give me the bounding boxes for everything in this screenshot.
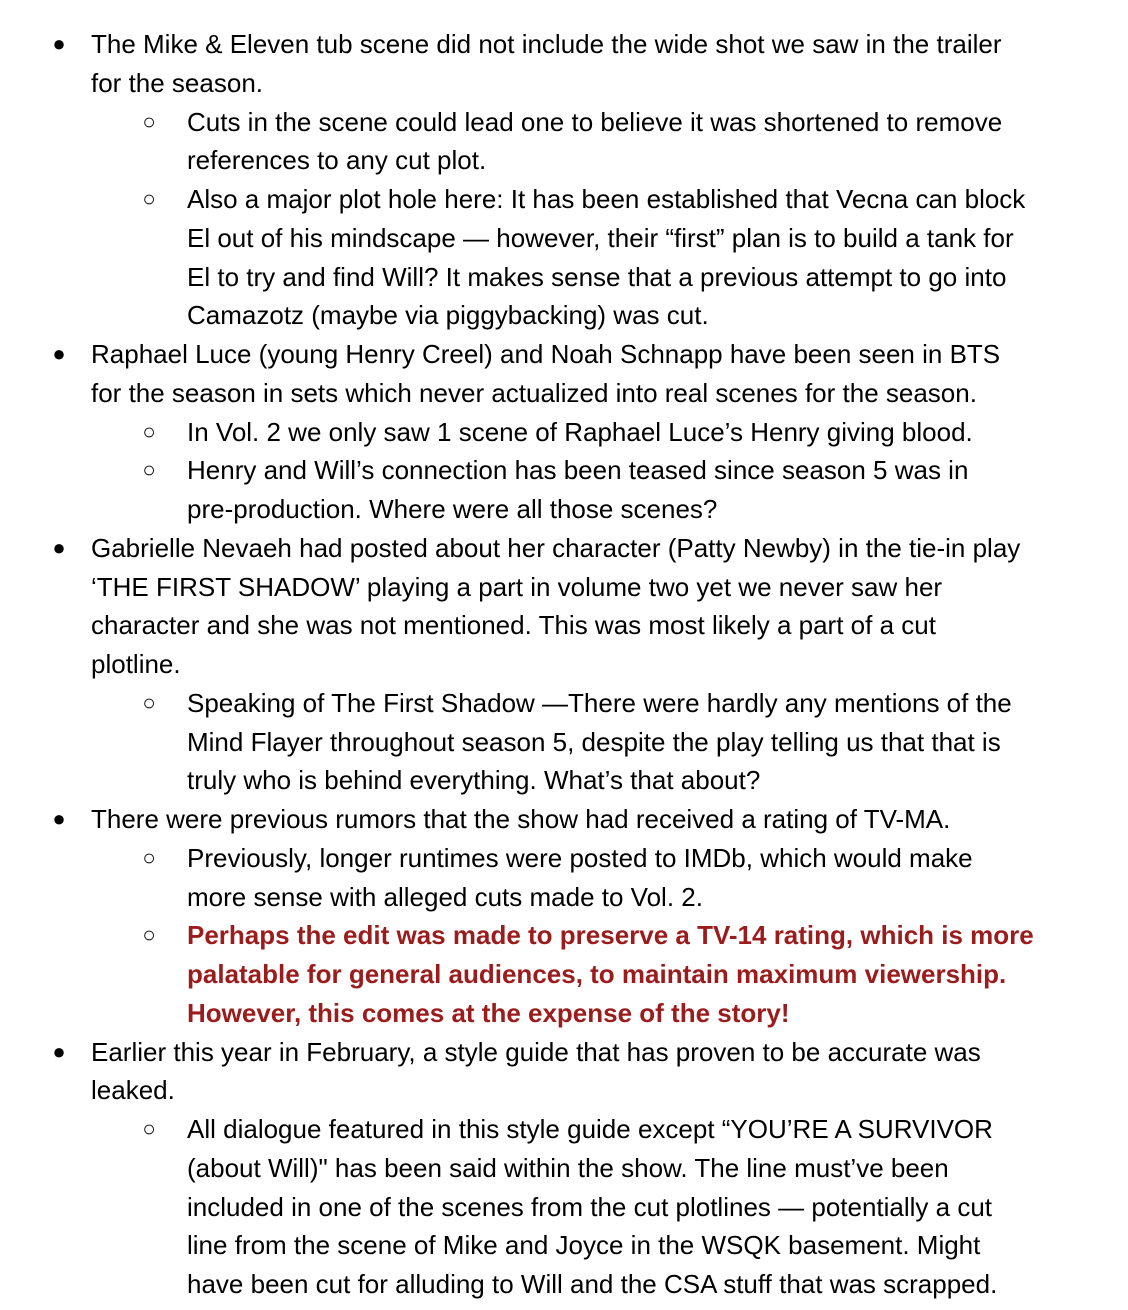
sub-list-item-continuation [0, 141, 1128, 180]
sub-list-item-continuation [0, 1149, 1128, 1188]
sub-list-item-text: included in one of the scenes from the cut plotlines — potentially a cut [187, 1191, 993, 1222]
bullet-marker: ● [52, 1038, 66, 1064]
sub-list-item-text: Speaking of The First Shadow —There were hardly any mentions of the [187, 687, 1012, 718]
sub-list-item-continuation [0, 1188, 1128, 1227]
sub-bullet-marker: ○ [142, 418, 156, 444]
sub-list-item-continuation [0, 1226, 1128, 1265]
sub-list-item-continuation [0, 1265, 1128, 1304]
list-item [0, 529, 1128, 568]
list-item-text: Raphael Luce (young Henry Creel) and Noah Schnapp have been seen in BTS [91, 339, 1001, 369]
sub-list-item-text: El to try and find Will? It makes sense that a previous attempt to go into [187, 261, 1007, 292]
list-item-continuation [0, 606, 1128, 645]
sub-list-item-continuation [0, 490, 1128, 529]
sub-list-item [0, 103, 1128, 142]
sub-list-item-text: Henry and Will’s connection has been teased since season 5 was in [187, 455, 969, 486]
list-item-continuation [0, 374, 1128, 413]
sub-list-item-text: Mind Flayer throughout season 5, despite the play telling us that that is [187, 726, 1001, 757]
sub-bullet-marker: ○ [142, 457, 156, 483]
sub-bullet-marker: ○ [142, 844, 156, 870]
sub-list-item-text: Previously, longer runtimes were posted to IMDb, which would make [187, 842, 973, 873]
list-item-text: plotline. [91, 649, 181, 679]
list-item [0, 1033, 1128, 1072]
sub-list-item-text: Also a major plot hole here: It has been established that Vecna can block [187, 184, 1026, 214]
list-item [0, 800, 1128, 839]
sub-list-item-continuation [0, 219, 1128, 258]
bullet-marker: ● [52, 806, 66, 831]
sub-list-item-text: references to any cut plot. [187, 145, 487, 176]
list-item-text: Gabrielle Nevaeh had posted about her character (Patty Newby) in the tie-in play [91, 532, 1021, 563]
sub-list-item-text: pre-production. Where were all those scenes? [187, 494, 718, 524]
sub-list-item-continuation [0, 258, 1128, 297]
sub-list-item-continuation [0, 955, 1128, 994]
document-body [0, 25, 1128, 1304]
sub-list-item-text: In Vol. 2 we only saw 1 scene of Raphael Luce’s Henry giving blood. [187, 416, 973, 447]
list-item [0, 335, 1128, 374]
sub-list-item-continuation [0, 878, 1128, 917]
sub-list-item [0, 451, 1128, 490]
list-item-text: character and she was not mentioned. This was most likely a part of a cut [91, 610, 936, 641]
sub-list-item-continuation [0, 761, 1128, 800]
list-item-text: Earlier this year in February, a style guide that has proven to be accurate was [91, 1036, 981, 1067]
sub-list-item [0, 413, 1128, 452]
sub-list-item-text: Cuts in the scene could lead one to believe it was shortened to remove [187, 106, 1003, 137]
sub-bullet-marker: ○ [142, 1116, 156, 1141]
bullet-marker: ● [52, 341, 66, 366]
bullet-marker: ● [52, 534, 66, 560]
list-item-text: There were previous rumors that the show had received a rating of TV-MA. [91, 804, 951, 834]
sub-list-item-text: (about Will)" has been said within the show. The line must’ve been [187, 1152, 949, 1183]
list-item-continuation [0, 64, 1128, 103]
highlighted-sub-list-item-text: However, this comes at the expense of the story! [187, 997, 790, 1028]
sub-list-item-text: truly who is behind everything. What’s that about? [187, 765, 761, 796]
sub-bullet-marker: ○ [142, 922, 156, 948]
sub-list-item-text: Camazotz (maybe via piggybacking) was cut. [187, 300, 709, 331]
list-item-text: for the season in sets which never actualized into real scenes for the season. [91, 377, 977, 408]
sub-list-item-text: more sense with alleged cuts made to Vol. 2. [187, 881, 703, 912]
sub-list-item-text: line from the scene of Mike and Joyce in the WSQK basement. Might [187, 1230, 981, 1261]
highlighted-sub-list-item-text: palatable for general audiences, to maintain maximum viewership. [187, 959, 1007, 989]
list-item-text: ‘THE FIRST SHADOW’ playing a part in volume two yet we never saw her [91, 571, 943, 602]
sub-bullet-marker: ○ [142, 186, 156, 211]
sub-list-item-text: All dialogue featured in this style guide except “YOU’RE A SURVIVOR [187, 1114, 993, 1144]
sub-list-item [0, 916, 1128, 955]
sub-list-item-continuation [0, 994, 1128, 1033]
sub-list-item-text: El out of his mindscape — however, their “first” plan is to build a tank for [187, 222, 1014, 253]
sub-bullet-marker: ○ [142, 108, 156, 134]
list-item-continuation [0, 645, 1128, 684]
list-item [0, 25, 1128, 64]
sub-list-item [0, 180, 1128, 219]
sub-list-item-continuation [0, 296, 1128, 335]
list-item-text: The Mike & Eleven tub scene did not include the wide shot we saw in the trailer [91, 29, 1002, 59]
sub-list-item-text: have been cut for alluding to Will and the CSA stuff that was scrapped. [187, 1269, 998, 1299]
sub-bullet-marker: ○ [142, 689, 156, 715]
list-item-text: leaked. [91, 1075, 175, 1106]
highlighted-sub-list-item-text: Perhaps the edit was made to preserve a TV-14 rating, which is more [187, 920, 1034, 951]
sub-list-item [0, 839, 1128, 878]
list-item-continuation [0, 1071, 1128, 1110]
list-item-text: for the season. [91, 67, 263, 98]
sub-list-item [0, 1110, 1128, 1149]
sub-list-item [0, 684, 1128, 723]
bullet-marker: ● [52, 31, 66, 56]
list-item-continuation [0, 568, 1128, 607]
sub-list-item-continuation [0, 723, 1128, 762]
